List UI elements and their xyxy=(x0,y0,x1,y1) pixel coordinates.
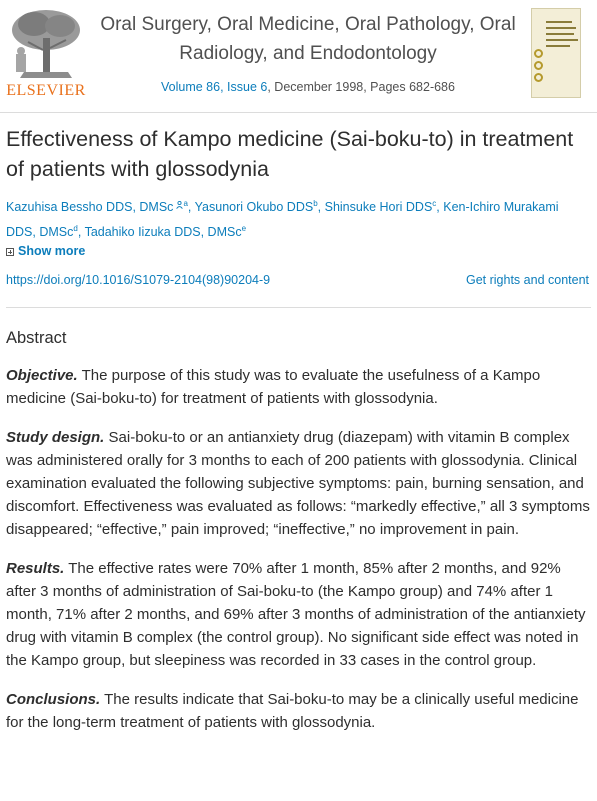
issue-link[interactable]: Volume 86, Issue 6 xyxy=(161,80,268,94)
doi-link[interactable]: https://doi.org/10.1016/S1079-2104(98)90204-9 xyxy=(6,273,271,287)
plus-box-icon xyxy=(6,248,14,256)
publisher-name: ELSEVIER xyxy=(6,82,86,99)
issue-date-pages: , December 1998, Pages 682-686 xyxy=(267,80,455,94)
author-link[interactable]: Yasunori Okubo DDS xyxy=(194,200,314,215)
section-divider xyxy=(6,307,591,308)
abstract-section-text: The results indicate that Sai-boku-to may be a clinically useful medicine for the long-term treatment of patients with glossodynia. xyxy=(6,691,579,731)
abstract-body xyxy=(6,364,591,750)
abstract-section-label: Conclusions. xyxy=(6,691,101,708)
journal-header xyxy=(0,0,597,113)
author-link[interactable]: Tadahiko Iizuka DDS, DMSc xyxy=(84,225,242,240)
abstract-section-label: Study design. xyxy=(6,429,105,446)
abstract-section-text: Sai-boku-to or an antianxiety drug (diazepam) with vitamin B complex was administered orally for 3 months to each of 200 patients with glossodynia. Clinical examination evaluated the following subjective symptoms: pain, burning sensation, and discomfort. Effectiveness was evaluated as follows: “markedly effective,” all 3 symptoms disappeared; “effective,” pain improved; “ineffective,” no improvement in pain. xyxy=(6,429,590,538)
abstract-paragraph-results xyxy=(6,557,591,672)
abstract-paragraph-conclusions xyxy=(6,688,591,734)
issue-info xyxy=(88,80,528,94)
author-affiliation-sup: e xyxy=(241,224,247,234)
journal-title-link[interactable]: Oral Surgery, Oral Medicine, Oral Pathology, Oral Radiology, and Endodontology xyxy=(100,14,516,64)
author-affiliation-sup: a xyxy=(183,199,188,208)
abstract-heading: Abstract xyxy=(6,329,67,347)
author-affiliation-sup: c xyxy=(432,199,437,208)
show-more-button[interactable] xyxy=(6,244,85,258)
abstract-paragraph-objective xyxy=(6,364,591,410)
author-link[interactable]: Kazuhisa Bessho DDS, DMSc xyxy=(6,200,174,215)
author-affiliation-sup: d xyxy=(73,224,78,234)
author-list: Kazuhisa Bessho DDS, DMSc $^a$, Yasunori Okubo DDS$^b$, Shinsuke Hori DDS$^c$, Ken-Ichiro Murakami DDS, DMSc$^d$, Tadahiko Iizuka DDS, DMSc$^e$ xyxy=(6,199,559,240)
author-link[interactable]: Ken-Ichiro Murakami DDS, DMSc xyxy=(6,200,559,240)
abstract-section-text: The effective rates were 70% after 1 month, 85% after 2 months, and 92% after 3 months of administration of Sai-boku-to (the Kampo group) and 74% after 1 month, 71% after 2 months, and 69% after 3 months of administration of the antianxiety drug with vitamin B complex (the control group). No significant side effect was noted in the Kampo group, but sleepiness was recorded in 33 cases in the control group. xyxy=(6,560,586,669)
author-link[interactable]: Shinsuke Hori DDS xyxy=(324,200,433,215)
article-title: Effectiveness of Kampo medicine (Sai-boku-to) in treatment of patients with glossodynia xyxy=(6,127,574,181)
journal-cover-thumbnail[interactable] xyxy=(531,8,581,98)
author-affiliation-sup: b xyxy=(313,199,318,208)
rights-link[interactable]: Get rights and content xyxy=(466,273,589,287)
abstract-paragraph-study-design xyxy=(6,426,591,541)
abstract-section-label: Objective. xyxy=(6,367,78,384)
abstract-section-label: Results. xyxy=(6,560,65,577)
show-more-label: Show more xyxy=(18,244,86,258)
abstract-section-text: The purpose of this study was to evaluate the usefulness of a Kampo medicine (Sai-boku-to) for treatment of patients with glossodynia. xyxy=(6,367,541,407)
